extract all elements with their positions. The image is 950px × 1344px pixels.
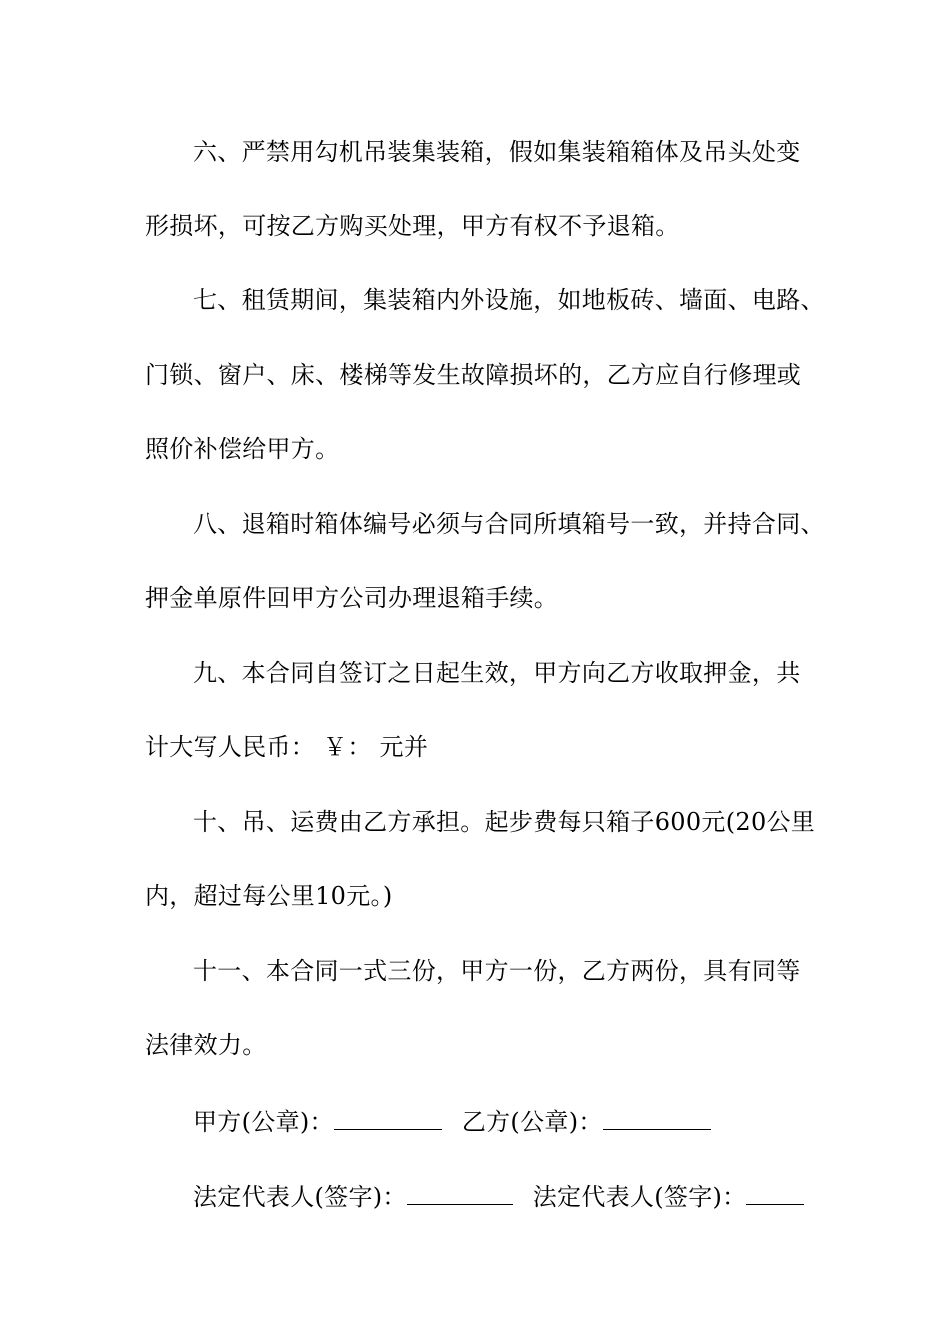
clause-11-line-1: 十一、本合同一式三份，甲方一份，乙方两份，具有同等 bbox=[193, 957, 801, 985]
party-a-rep-label: 法定代表人(签字)： bbox=[193, 1183, 407, 1211]
party-b-rep-label: 法定代表人(签字)： bbox=[532, 1183, 747, 1211]
clause-9-line-2: 计大写人民币： ￥： 元并 bbox=[145, 733, 429, 761]
clause-10-line-2: 内，超过每公里10元。) bbox=[145, 882, 393, 910]
clause-9-line-1: 九、本合同自签订之日起生效，甲方向乙方收取押金，共 bbox=[193, 659, 801, 687]
representative-signature-row bbox=[193, 1182, 804, 1212]
seal-signature-row bbox=[193, 1107, 711, 1137]
party-b-rep-blank bbox=[746, 1182, 804, 1205]
party-a-seal-blank bbox=[334, 1107, 442, 1130]
clause-8-line-2: 押金单原件回甲方公司办理退箱手续。 bbox=[145, 584, 559, 612]
clause-7-line-3: 照价补偿给甲方。 bbox=[145, 435, 340, 463]
party-b-seal-blank bbox=[603, 1107, 711, 1130]
clause-10-line-1: 十、吊、运费由乙方承担。起步费每只箱子600元(20公里 bbox=[193, 808, 816, 836]
party-a-rep-blank bbox=[407, 1182, 513, 1205]
clause-11-line-2: 法律效力。 bbox=[145, 1031, 267, 1059]
party-b-seal-label: 乙方(公章)： bbox=[461, 1108, 603, 1136]
clause-8-line-1: 八、退箱时箱体编号必须与合同所填箱号一致，并持合同、 bbox=[193, 510, 825, 538]
clause-7-line-1: 七、租赁期间，集装箱内外设施，如地板砖、墙面、电路、 bbox=[193, 286, 825, 314]
clause-7-line-2: 门锁、窗户、床、楼梯等发生故障损坏的，乙方应自行修理或 bbox=[145, 361, 802, 389]
clause-6-line-2: 形损坏，可按乙方购买处理，甲方有权不予退箱。 bbox=[145, 212, 680, 240]
party-a-seal-label: 甲方(公章)： bbox=[193, 1108, 334, 1136]
clause-6-line-1: 六、严禁用勾机吊装集装箱，假如集装箱箱体及吊头处变 bbox=[193, 138, 801, 166]
